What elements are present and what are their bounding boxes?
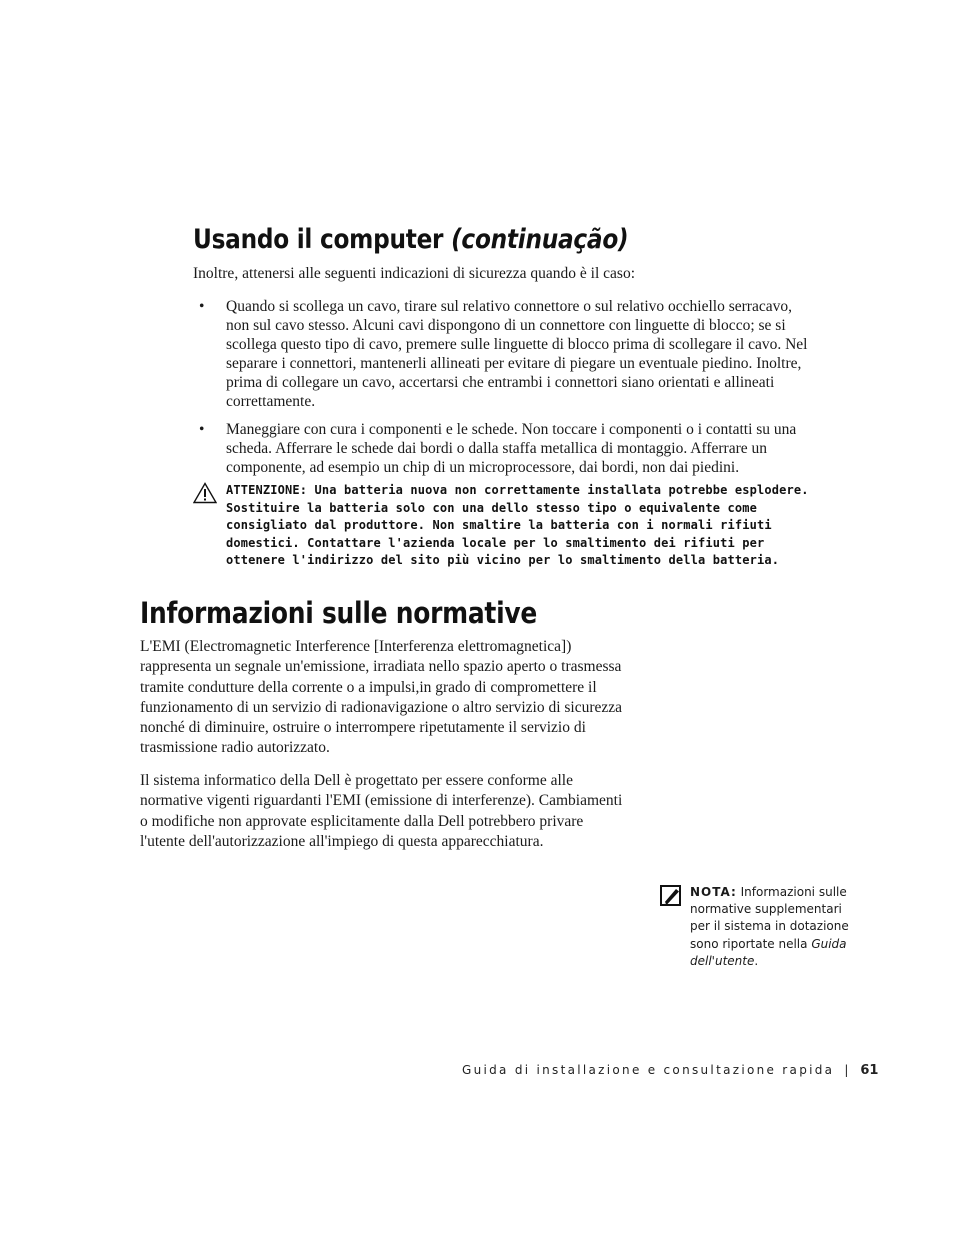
page-number: 61 [860,1063,879,1078]
section-title-text: Usando il computer [193,224,452,255]
note-text [690,884,850,970]
section-title [193,220,628,260]
list-item [193,297,813,411]
intro-paragraph: Inoltre, attenersi alle seguenti indicazioni di sicurezza quando è il caso: [193,265,636,282]
note-label: NOTA: [690,885,737,899]
footer-separator: | [844,1063,849,1077]
safety-bullet-list [193,297,813,486]
note-end: . [754,953,759,968]
bullet-text: Quando si scollega un cavo, tirare sul relativo connettore o sul relativo occhiello serracavo, non sul cavo stesso. Alcuni cavi dispongono di un connettore con linguette di blocco; se si scollega questo tipo di cavo, premere sulle linguette di blocco prima di scollegare il cavo. Nel separare i connettori, mantenerli allineati per evitare di piegare un eventuale piedino. Inoltre, prima di collegare un cavo, accertarsi che entrambi i connettori siano orientati e allineati correttamente. [226,298,808,410]
section-title: Informazioni sulle normative [140,596,538,630]
bullet-text: Maneggiare con cura i componenti e le schede. Non toccare i componenti o i contatti su una scheda. Afferrare le schede dai bordi o dalla staffa metallica di montaggio. Afferrare un componente, ad esempio un chip di un microprocessore, dai bordi, non dai piedini. [226,421,797,476]
footer-title: Guida di installazione e consultazione rapida [462,1063,835,1077]
bullet-marker: • [199,421,205,438]
emi-paragraph: L'EMI (Electromagnetic Interference [Interferenza elettromagnetica]) rappresenta un segnale un'emissione, irradiata nello spazio aperto o trasmessa tramite condutture della corrente o a impulsi,in grado di compromettere il funzionamento di un servizio di radionavigazione o altro servizio di sicurezza nonché di diminuire, ostruire o interrompere ripetutamente il servizio di trasmissione radio autorizzato. [140,638,623,757]
note-callout [660,884,850,970]
warning-text: ATTENZIONE: Una batteria nuova non correttamente installata potrebbe esplodere. Sostituire la batteria solo con una dello stesso tipo o equivalente come consigliato dal produttore. Non smaltire la batteria con i normali rifiuti domestici. Contattare l'azienda locale per lo smaltimento dei rifiuti per ottenere l'indirizzo del sito più vicino per lo smaltimento della batteria. [226,483,809,568]
bullet-marker: • [199,298,205,315]
note-reference: Guida dell'utente [690,936,847,968]
list-item [193,420,813,477]
page-footer [462,1061,878,1080]
compliance-paragraph: Il sistema informatico della Dell è progettato per essere conforme alle normative vigenti riguardanti l'EMI (emissione di interferenze). Cambiamenti o modifiche non approvate esplicitamente dalla Dell potrebbero privare l'utente dell'autorizzazione all'impiego di questa apparecchiatura. [140,772,623,850]
note-pencil-icon [660,885,681,906]
note-body: Informazioni sulle normative supplementari per il sistema in dotazione sono riportate nella [690,885,849,951]
warning-triangle-icon [193,482,217,504]
warning-callout [193,482,813,570]
section-title-continued: (continuação) [451,224,629,255]
